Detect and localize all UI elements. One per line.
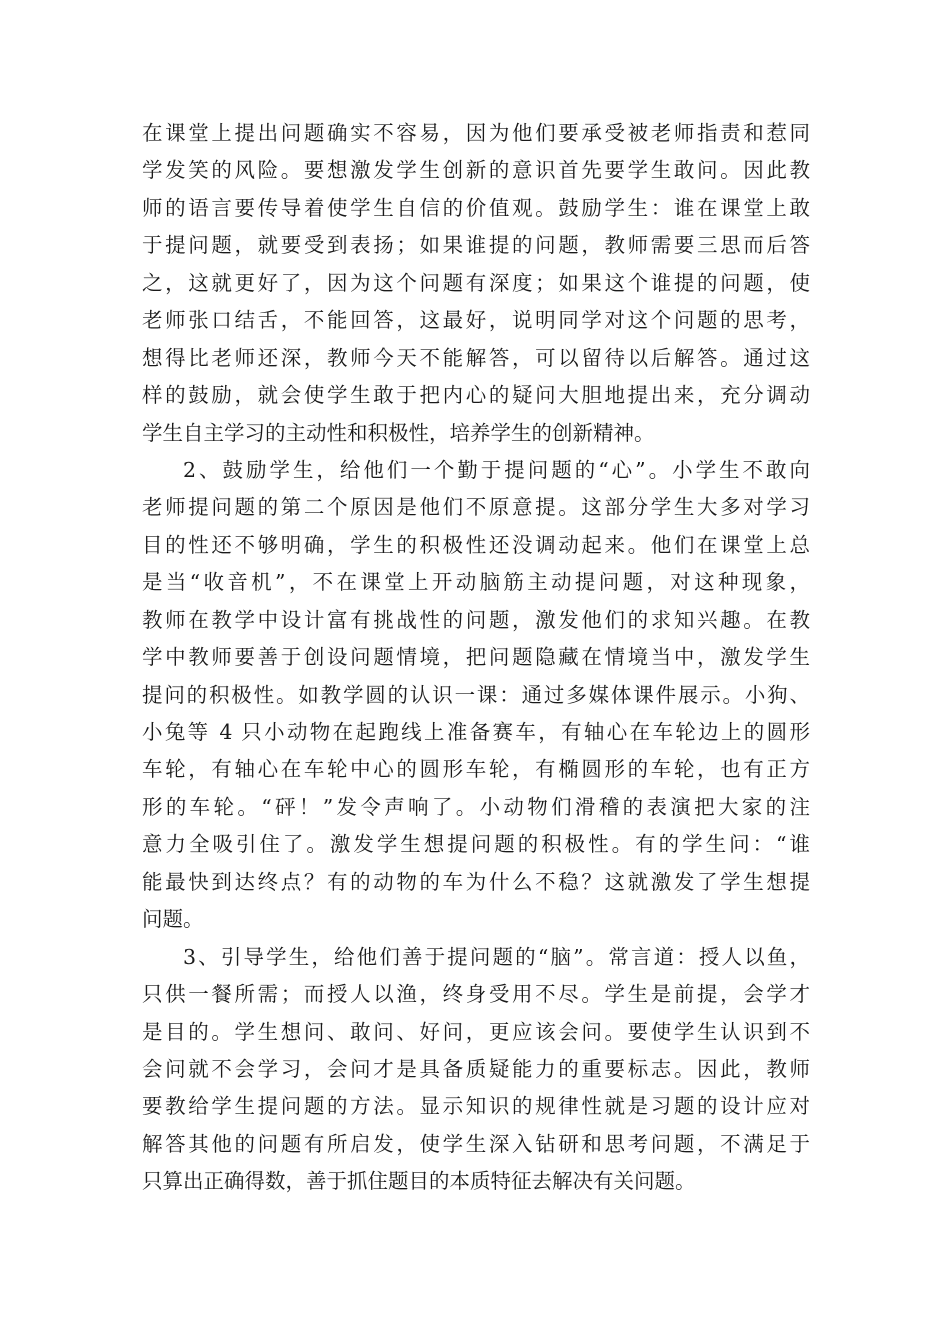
text-line: 是当“收音机”，不在课堂上开动脑筋主动提问题，对这种现象， (142, 570, 810, 595)
text-line: 于提问题，就要受到表扬；如果谁提的问题，教师需要三思而后答 (142, 233, 810, 258)
text-line: 会问就不会学习，会问才是具备质疑能力的重要标志。因此，教师 (142, 1056, 810, 1081)
text-line: 师的语言要传导着使学生自信的价值观。鼓励学生：谁在课堂上敢 (142, 195, 810, 220)
text-line: 学中教师要善于创设问题情境，把问题隐藏在情境当中，激发学生 (142, 645, 810, 670)
text-line: 想得比老师还深，教师今天不能解答，可以留待以后解答。通过这 (142, 345, 810, 370)
text-line: 小兔等 4 只小动物在起跑线上准备赛车，有轴心在车轮边上的圆形 (142, 720, 810, 744)
text-line: 样的鼓励，就会使学生敢于把内心的疑问大胆地提出来，充分调动 (142, 383, 810, 408)
text-line: 问题。 (142, 907, 204, 932)
text-line: 之，这就更好了，因为这个问题有深度；如果这个谁提的问题，使 (142, 270, 810, 295)
text-line: 老师提问题的第二个原因是他们不原意提。这部分学生大多对学习 (142, 495, 810, 520)
text-line: 解答其他的问题有所启发，使学生深入钻研和思考问题，不满足于 (142, 1131, 810, 1156)
text-line: 只供一餐所需；而授人以渔，终身受用不尽。学生是前提，会学才 (142, 982, 810, 1007)
text-line: 老师张口结舌，不能回答，这最好，说明同学对这个问题的思考， (142, 308, 810, 333)
text-line: 是目的。学生想问、敢问、好问，更应该会问。要使学生认识到不 (142, 1019, 810, 1044)
text-line: 能最快到达终点？有的动物的车为什么不稳？这就激发了学生想提 (142, 869, 810, 894)
paragraph-start-line: 3、引导学生，给他们善于提问题的“脑”。常言道：授人以鱼， (183, 944, 810, 969)
text-line: 车轮，有轴心在车轮中心的圆形车轮，有椭圆形的车轮，也有正方 (142, 757, 810, 782)
paragraph-start-line: 2、鼓励学生，给他们一个勤于提问题的“心”。小学生不敢向 (183, 457, 810, 482)
document-body (142, 115, 810, 1201)
text-line: 教师在教学中设计富有挑战性的问题，激发他们的求知兴趣。在教 (142, 607, 810, 632)
text-line: 在课堂上提出问题确实不容易，因为他们要承受被老师指责和惹同 (142, 121, 810, 145)
text-line: 只算出正确得数，善于抓住题目的本质特征去解决有关问题。 (142, 1169, 696, 1194)
text-line: 学发笑的风险。要想激发学生创新的意识首先要学生敢问。因此教 (142, 158, 810, 183)
text-line: 意力全吸引住了。激发学生想提问题的积极性。有的学生问：“谁 (142, 832, 810, 857)
text-line: 提问的积极性。如教学圆的认识一课：通过多媒体课件展示。小狗、 (142, 682, 810, 707)
text-line: 形的车轮。“砰！”发令声响了。小动物们滑稽的表演把大家的注 (142, 794, 810, 819)
text-line: 学生自主学习的主动性和积极性，培养学生的创新精神。 (142, 420, 655, 445)
text-line: 目的性还不够明确，学生的积极性还没调动起来。他们在课堂上总 (142, 532, 810, 557)
text-line: 要教给学生提问题的方法。显示知识的规律性就是习题的设计应对 (142, 1094, 810, 1119)
